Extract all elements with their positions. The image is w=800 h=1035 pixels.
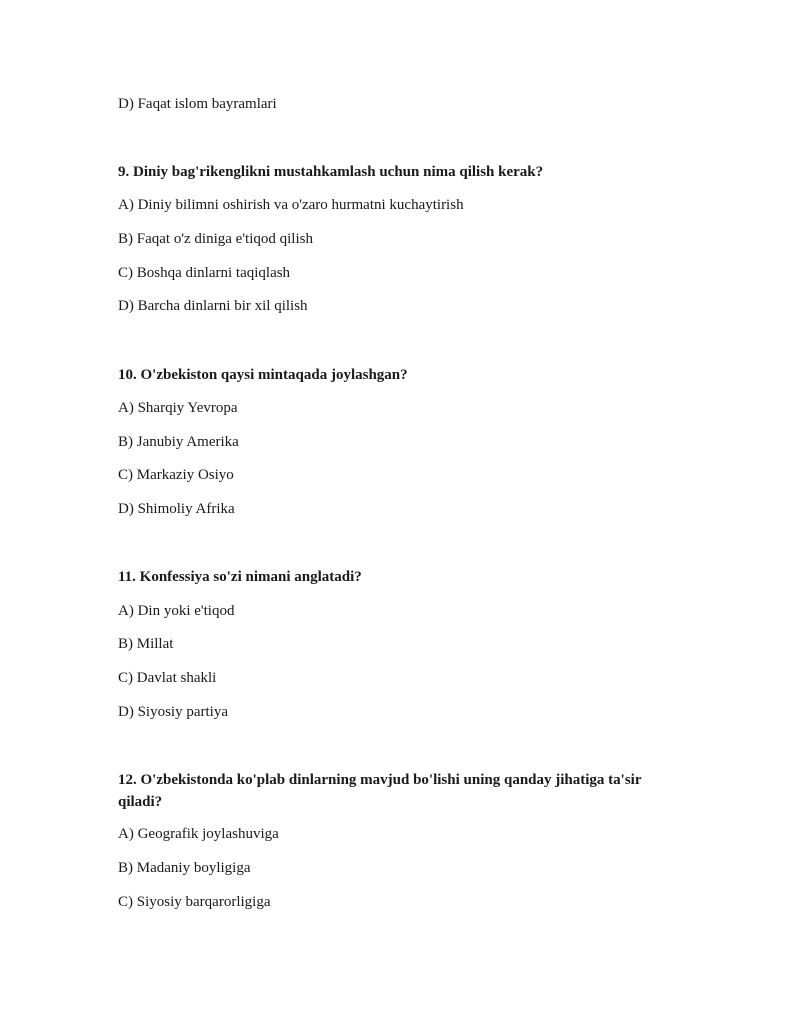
question-9: 9. Diniy bag'rikenglikni mustahkamlash uchun nima qilish kerak? — [118, 164, 544, 180]
option-12-b: B) Madaniy boyligiga — [118, 860, 251, 876]
option-9-d: D) Barcha dinlarni bir xil qilish — [118, 298, 308, 314]
option-9-a: A) Diniy bilimni oshirish va o'zaro hurmatni kuchaytirish — [118, 197, 464, 213]
option-10-d: D) Shimoliy Afrika — [118, 501, 235, 517]
option-10-a: A) Sharqiy Yevropa — [118, 400, 238, 416]
option-9-b: B) Faqat o'z diniga e'tiqod qilish — [118, 231, 313, 247]
option-8-d: D) Faqat islom bayramlari — [118, 96, 277, 112]
option-11-d: D) Siyosiy partiya — [118, 704, 228, 720]
question-12: 12. O'zbekistonda ko'plab dinlarning mavjud bo'lishi uning qanday jihatiga ta'sir qiladi? — [118, 772, 642, 810]
option-10-c: C) Markaziy Osiyo — [118, 467, 234, 483]
option-11-b: B) Millat — [118, 636, 174, 652]
option-12-a: A) Geografik joylashuviga — [118, 826, 279, 842]
option-12-c: C) Siyosiy barqarorligiga — [118, 894, 271, 910]
option-10-b: B) Janubiy Amerika — [118, 434, 239, 450]
question-10: 10. O'zbekiston qaysi mintaqada joylashgan? — [118, 367, 408, 383]
option-11-c: C) Davlat shakli — [118, 670, 217, 686]
option-11-a: A) Din yoki e'tiqod — [118, 603, 235, 619]
question-11: 11. Konfessiya so'zi nimani anglatadi? — [118, 569, 362, 585]
option-9-c: C) Boshqa dinlarni taqiqlash — [118, 265, 291, 281]
